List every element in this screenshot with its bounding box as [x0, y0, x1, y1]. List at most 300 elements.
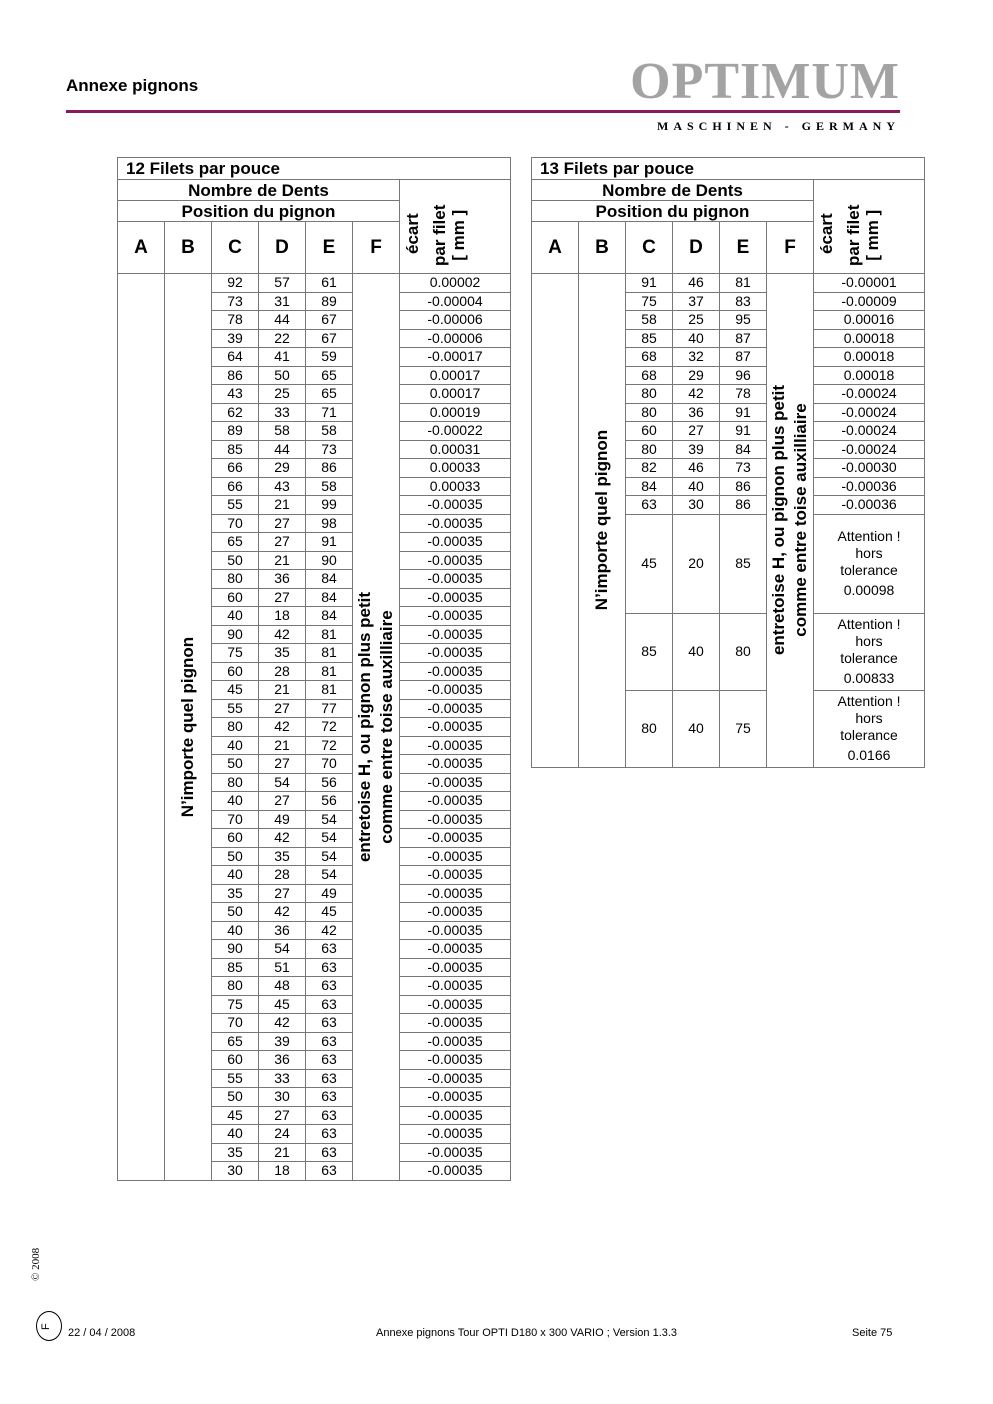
cell-e: 63 — [306, 940, 353, 959]
cell-d: 27 — [259, 533, 306, 552]
cell-c: 89 — [212, 422, 259, 441]
language-badge: F — [36, 1311, 62, 1341]
col-b-note-line1: N’importe quel pignon — [592, 430, 611, 611]
cell-d: 54 — [259, 940, 306, 959]
cell-ecart: -0.00035 — [400, 533, 511, 552]
cell-e: 70 — [306, 755, 353, 774]
cell-e: 63 — [306, 1088, 353, 1107]
footer-document: Annexe pignons Tour OPTI D180 x 300 VARIO ; Version 1.3.3 — [376, 1327, 678, 1339]
cell-ecart: -0.00006 — [400, 311, 511, 330]
cell-e: 54 — [306, 847, 353, 866]
cell-ecart: -0.00035 — [400, 1051, 511, 1070]
cell-e: 77 — [306, 699, 353, 718]
cell-c: 90 — [212, 940, 259, 959]
par-filet-label: par filet [ mm ] — [844, 204, 882, 266]
table-row — [532, 274, 925, 293]
cell-ecart: -0.00022 — [400, 422, 511, 441]
cell-ecart: 0.00002 — [400, 274, 511, 293]
cell-d: 42 — [259, 1014, 306, 1033]
cell-c: 82 — [626, 459, 673, 478]
cell-e: 75 — [720, 690, 767, 767]
cell-e: 72 — [306, 736, 353, 755]
cell-ecart: -0.00035 — [400, 921, 511, 940]
cell-d: 42 — [259, 625, 306, 644]
par-filet-label: par filet [ mm ] — [430, 204, 468, 266]
cell-c: 40 — [212, 1125, 259, 1144]
cell-ecart: -0.00035 — [400, 995, 511, 1014]
cell-d: 32 — [673, 348, 720, 367]
cell-d: 40 — [673, 477, 720, 496]
cell-c: 70 — [212, 1014, 259, 1033]
cell-c: 68 — [626, 348, 673, 367]
cell-e: 54 — [306, 810, 353, 829]
cell-ecart: -0.00035 — [400, 940, 511, 959]
cell-d: 36 — [673, 403, 720, 422]
cell-ecart: -0.00035 — [400, 1032, 511, 1051]
cell-d: 43 — [259, 477, 306, 496]
cell-d: 30 — [259, 1088, 306, 1107]
cell-d: 18 — [259, 607, 306, 626]
table-title: 12 Filets par pouce — [118, 158, 511, 180]
cell-ecart: -0.00006 — [400, 329, 511, 348]
cell-ecart: -0.00017 — [400, 348, 511, 367]
warning-line3: tolerance — [840, 562, 898, 578]
cell-e: 63 — [306, 977, 353, 996]
page-title: Annexe pignons — [66, 76, 199, 95]
cell-ecart: -0.00035 — [400, 514, 511, 533]
cell-ecart: 0.00031 — [400, 440, 511, 459]
cell-c: 50 — [212, 903, 259, 922]
cell-ecart: -0.00035 — [400, 977, 511, 996]
cell-ecart: -0.00035 — [400, 1014, 511, 1033]
cell-ecart: -0.00030 — [814, 459, 925, 478]
cell-ecart: -0.00035 — [400, 570, 511, 589]
cell-c: 75 — [626, 292, 673, 311]
cell-d: 28 — [259, 662, 306, 681]
cell-e: 86 — [720, 496, 767, 515]
cell-ecart: -0.00001 — [814, 274, 925, 293]
ecart-header — [400, 180, 511, 274]
ecart-header — [814, 180, 925, 274]
cell-e: 61 — [306, 274, 353, 293]
cell-ecart-warning — [814, 514, 925, 613]
cell-ecart: -0.00035 — [400, 1143, 511, 1162]
cell-e: 84 — [306, 570, 353, 589]
cell-e: 63 — [306, 1143, 353, 1162]
cell-ecart: -0.00009 — [814, 292, 925, 311]
cell-e: 91 — [720, 422, 767, 441]
cell-c: 60 — [212, 662, 259, 681]
warning-line3: tolerance — [840, 650, 898, 666]
cell-c: 78 — [212, 311, 259, 330]
cell-c: 50 — [212, 755, 259, 774]
cell-e: 87 — [720, 329, 767, 348]
col-a-cell — [532, 274, 579, 768]
footer-page-number: Seite 75 — [852, 1327, 893, 1339]
col-e-header: E — [720, 222, 767, 274]
cell-c: 62 — [212, 403, 259, 422]
cell-d: 21 — [259, 736, 306, 755]
cell-e: 95 — [720, 311, 767, 330]
cell-e: 54 — [306, 829, 353, 848]
cell-d: 20 — [673, 514, 720, 613]
ecart-label: écart — [403, 213, 422, 254]
cell-ecart: -0.00035 — [400, 644, 511, 663]
cell-c: 40 — [212, 736, 259, 755]
col-b-note-line1: N’importe quel pignon — [178, 636, 197, 817]
cell-c: 91 — [626, 274, 673, 293]
cell-c: 40 — [212, 866, 259, 885]
cell-e: 81 — [306, 662, 353, 681]
cell-ecart: -0.00035 — [400, 1162, 511, 1181]
cell-d: 21 — [259, 496, 306, 515]
cell-c: 40 — [212, 607, 259, 626]
cell-ecart: 0.00017 — [400, 366, 511, 385]
cell-c: 60 — [626, 422, 673, 441]
cell-ecart: -0.00035 — [400, 588, 511, 607]
col-f-note — [767, 274, 814, 768]
cell-d: 42 — [259, 829, 306, 848]
cell-c: 80 — [212, 718, 259, 737]
cell-d: 49 — [259, 810, 306, 829]
cell-e: 99 — [306, 496, 353, 515]
cell-ecart: -0.00035 — [400, 903, 511, 922]
cell-c: 86 — [212, 366, 259, 385]
cell-e: 42 — [306, 921, 353, 940]
cell-c: 63 — [626, 496, 673, 515]
cell-e: 84 — [306, 607, 353, 626]
cell-e: 85 — [720, 514, 767, 613]
cell-ecart: 0.00018 — [814, 329, 925, 348]
table-title: 13 Filets par pouce — [532, 158, 925, 180]
copyright-notice: © 2008 — [30, 1247, 42, 1281]
cell-ecart-warning — [814, 613, 925, 690]
cell-ecart: 0.00019 — [400, 403, 511, 422]
cell-ecart: -0.00035 — [400, 829, 511, 848]
warning-line3: tolerance — [840, 727, 898, 743]
cell-c: 92 — [212, 274, 259, 293]
table-row — [118, 274, 511, 293]
cell-e: 73 — [720, 459, 767, 478]
cell-c: 50 — [212, 1088, 259, 1107]
cell-ecart: -0.00035 — [400, 699, 511, 718]
cell-ecart: -0.00035 — [400, 625, 511, 644]
col-a-cell — [118, 274, 165, 1181]
cell-d: 36 — [259, 921, 306, 940]
cell-d: 42 — [259, 718, 306, 737]
cell-e: 89 — [306, 292, 353, 311]
cell-c: 50 — [212, 847, 259, 866]
footer-date: 22 / 04 / 2008 — [68, 1327, 136, 1339]
cell-d: 27 — [259, 514, 306, 533]
warning-value: 0.00833 — [843, 670, 895, 686]
cell-c: 55 — [212, 699, 259, 718]
cell-ecart: 0.00033 — [400, 459, 511, 478]
cell-c: 85 — [212, 958, 259, 977]
cell-ecart: -0.00035 — [400, 607, 511, 626]
cell-e: 45 — [306, 903, 353, 922]
cell-d: 28 — [259, 866, 306, 885]
cell-ecart: -0.00035 — [400, 551, 511, 570]
cell-d: 37 — [673, 292, 720, 311]
cell-d: 40 — [673, 613, 720, 690]
brand-logo: OPTIMUM — [630, 53, 900, 110]
cell-e: 72 — [306, 718, 353, 737]
cell-e: 90 — [306, 551, 353, 570]
cell-c: 55 — [212, 496, 259, 515]
cell-d: 54 — [259, 773, 306, 792]
cell-e: 49 — [306, 884, 353, 903]
cell-e: 78 — [720, 385, 767, 404]
cell-c: 65 — [212, 533, 259, 552]
cell-ecart: -0.00035 — [400, 884, 511, 903]
table-12-filets — [117, 157, 511, 1181]
col-b-header: B — [579, 222, 626, 274]
nombre-de-dents-header: Nombre de Dents — [532, 180, 814, 201]
cell-e: 67 — [306, 311, 353, 330]
cell-c: 60 — [212, 588, 259, 607]
col-f-note-text — [768, 385, 812, 655]
cell-d: 57 — [259, 274, 306, 293]
col-c-header: C — [626, 222, 673, 274]
cell-c: 73 — [212, 292, 259, 311]
cell-c: 80 — [212, 773, 259, 792]
cell-c: 70 — [212, 810, 259, 829]
cell-d: 18 — [259, 1162, 306, 1181]
cell-c: 80 — [626, 440, 673, 459]
warning-line1: Attention ! — [837, 616, 901, 632]
cell-e: 80 — [720, 613, 767, 690]
cell-c: 80 — [212, 570, 259, 589]
warning-value: 0.0166 — [847, 747, 891, 763]
cell-e: 59 — [306, 348, 353, 367]
cell-c: 70 — [212, 514, 259, 533]
cell-c: 66 — [212, 477, 259, 496]
warning-line2: hors — [855, 545, 883, 561]
cell-d: 39 — [259, 1032, 306, 1051]
cell-e: 81 — [720, 274, 767, 293]
cell-d: 27 — [673, 422, 720, 441]
cell-d: 21 — [259, 1143, 306, 1162]
col-b-note — [579, 274, 626, 768]
cell-d: 27 — [259, 884, 306, 903]
cell-d: 35 — [259, 644, 306, 663]
cell-d: 48 — [259, 977, 306, 996]
col-f-note-text — [354, 592, 398, 862]
cell-ecart: -0.00035 — [400, 866, 511, 885]
cell-c: 60 — [212, 829, 259, 848]
col-b-note-text — [177, 637, 199, 817]
cell-d: 27 — [259, 792, 306, 811]
cell-e: 58 — [306, 477, 353, 496]
cell-d: 51 — [259, 958, 306, 977]
cell-ecart: -0.00024 — [814, 385, 925, 404]
cell-d: 27 — [259, 755, 306, 774]
cell-e: 63 — [306, 1106, 353, 1125]
cell-e: 58 — [306, 422, 353, 441]
cell-d: 27 — [259, 699, 306, 718]
cell-d: 36 — [259, 1051, 306, 1070]
cell-c: 66 — [212, 459, 259, 478]
cell-d: 33 — [259, 403, 306, 422]
cell-e: 81 — [306, 644, 353, 663]
cell-ecart: -0.00035 — [400, 1069, 511, 1088]
cell-c: 60 — [212, 1051, 259, 1070]
cell-d: 29 — [673, 366, 720, 385]
cell-d: 27 — [259, 1106, 306, 1125]
cell-ecart: -0.00024 — [814, 422, 925, 441]
cell-d: 25 — [673, 311, 720, 330]
cell-d: 58 — [259, 422, 306, 441]
cell-ecart: -0.00035 — [400, 755, 511, 774]
cell-d: 35 — [259, 847, 306, 866]
cell-ecart-warning — [814, 690, 925, 767]
cell-ecart: -0.00035 — [400, 496, 511, 515]
position-du-pignon-header: Position du pignon — [532, 201, 814, 222]
cell-ecart: -0.00035 — [400, 958, 511, 977]
cell-c: 75 — [212, 644, 259, 663]
cell-e: 63 — [306, 1014, 353, 1033]
cell-e: 83 — [720, 292, 767, 311]
cell-ecart: -0.00035 — [400, 718, 511, 737]
col-b-note-text — [591, 430, 613, 610]
cell-e: 63 — [306, 1032, 353, 1051]
cell-e: 91 — [720, 403, 767, 422]
cell-ecart: -0.00035 — [400, 792, 511, 811]
warning-line1: Attention ! — [837, 528, 901, 544]
cell-d: 42 — [259, 903, 306, 922]
cell-e: 56 — [306, 773, 353, 792]
cell-c: 84 — [626, 477, 673, 496]
cell-e: 63 — [306, 958, 353, 977]
cell-e: 86 — [306, 459, 353, 478]
cell-e: 87 — [720, 348, 767, 367]
brand-tagline: MASCHINEN - GERMANY — [657, 119, 900, 133]
cell-ecart: -0.00004 — [400, 292, 511, 311]
cell-e: 63 — [306, 1125, 353, 1144]
cell-e: 63 — [306, 1051, 353, 1070]
cell-d: 40 — [673, 329, 720, 348]
cell-d: 25 — [259, 385, 306, 404]
cell-ecart: -0.00035 — [400, 773, 511, 792]
cell-c: 80 — [626, 690, 673, 767]
cell-d: 44 — [259, 440, 306, 459]
header-rule — [66, 110, 900, 113]
cell-d: 39 — [673, 440, 720, 459]
cell-e: 65 — [306, 385, 353, 404]
cell-c: 80 — [626, 403, 673, 422]
ecart-label: écart — [817, 213, 836, 254]
cell-e: 73 — [306, 440, 353, 459]
col-a-header: A — [532, 222, 579, 274]
cell-ecart: -0.00024 — [814, 403, 925, 422]
cell-ecart: 0.00018 — [814, 366, 925, 385]
cell-c: 30 — [212, 1162, 259, 1181]
cell-e: 56 — [306, 792, 353, 811]
cell-ecart: 0.00033 — [400, 477, 511, 496]
warning-line2: hors — [855, 710, 883, 726]
col-a-header: A — [118, 222, 165, 274]
cell-c: 75 — [212, 995, 259, 1014]
cell-ecart: 0.00018 — [814, 348, 925, 367]
cell-e: 84 — [720, 440, 767, 459]
cell-d: 29 — [259, 459, 306, 478]
col-e-header: E — [306, 222, 353, 274]
cell-ecart: -0.00036 — [814, 477, 925, 496]
col-b-header: B — [165, 222, 212, 274]
warning-line2: hors — [855, 633, 883, 649]
cell-c: 68 — [626, 366, 673, 385]
cell-ecart: -0.00035 — [400, 847, 511, 866]
cell-c: 35 — [212, 1143, 259, 1162]
cell-ecart: -0.00035 — [400, 1088, 511, 1107]
cell-d: 27 — [259, 588, 306, 607]
cell-e: 71 — [306, 403, 353, 422]
cell-ecart: -0.00035 — [400, 1125, 511, 1144]
cell-d: 40 — [673, 690, 720, 767]
cell-ecart: 0.00016 — [814, 311, 925, 330]
cell-c: 45 — [212, 681, 259, 700]
cell-c: 58 — [626, 311, 673, 330]
cell-e: 91 — [306, 533, 353, 552]
col-f-note-line2: comme entre toise auxilliaire — [791, 403, 810, 637]
cell-d: 30 — [673, 496, 720, 515]
cell-c: 50 — [212, 551, 259, 570]
cell-d: 21 — [259, 681, 306, 700]
cell-ecart: 0.00017 — [400, 385, 511, 404]
cell-e: 63 — [306, 1069, 353, 1088]
cell-c: 65 — [212, 1032, 259, 1051]
cell-c: 90 — [212, 625, 259, 644]
cell-ecart: -0.00035 — [400, 681, 511, 700]
cell-ecart: -0.00035 — [400, 736, 511, 755]
cell-e: 63 — [306, 1162, 353, 1181]
cell-d: 31 — [259, 292, 306, 311]
cell-d: 33 — [259, 1069, 306, 1088]
cell-c: 39 — [212, 329, 259, 348]
cell-e: 81 — [306, 681, 353, 700]
cell-ecart: -0.00036 — [814, 496, 925, 515]
cell-ecart: -0.00035 — [400, 810, 511, 829]
col-d-header: D — [259, 222, 306, 274]
cell-c: 40 — [212, 792, 259, 811]
cell-ecart: -0.00024 — [814, 440, 925, 459]
cell-d: 41 — [259, 348, 306, 367]
cell-d: 24 — [259, 1125, 306, 1144]
col-d-header: D — [673, 222, 720, 274]
col-f-header: F — [767, 222, 814, 274]
cell-c: 85 — [626, 613, 673, 690]
col-c-header: C — [212, 222, 259, 274]
cell-d: 42 — [673, 385, 720, 404]
cell-c: 45 — [212, 1106, 259, 1125]
cell-c: 80 — [626, 385, 673, 404]
cell-d: 21 — [259, 551, 306, 570]
cell-d: 36 — [259, 570, 306, 589]
cell-c: 85 — [212, 440, 259, 459]
cell-e: 65 — [306, 366, 353, 385]
cell-e: 63 — [306, 995, 353, 1014]
cell-d: 50 — [259, 366, 306, 385]
cell-e: 81 — [306, 625, 353, 644]
cell-e: 98 — [306, 514, 353, 533]
nombre-de-dents-header: Nombre de Dents — [118, 180, 400, 201]
col-f-note-line2: comme entre toise auxilliaire — [377, 610, 396, 844]
cell-e: 67 — [306, 329, 353, 348]
cell-d: 45 — [259, 995, 306, 1014]
warning-value: 0.00098 — [843, 582, 895, 598]
cell-c: 35 — [212, 884, 259, 903]
